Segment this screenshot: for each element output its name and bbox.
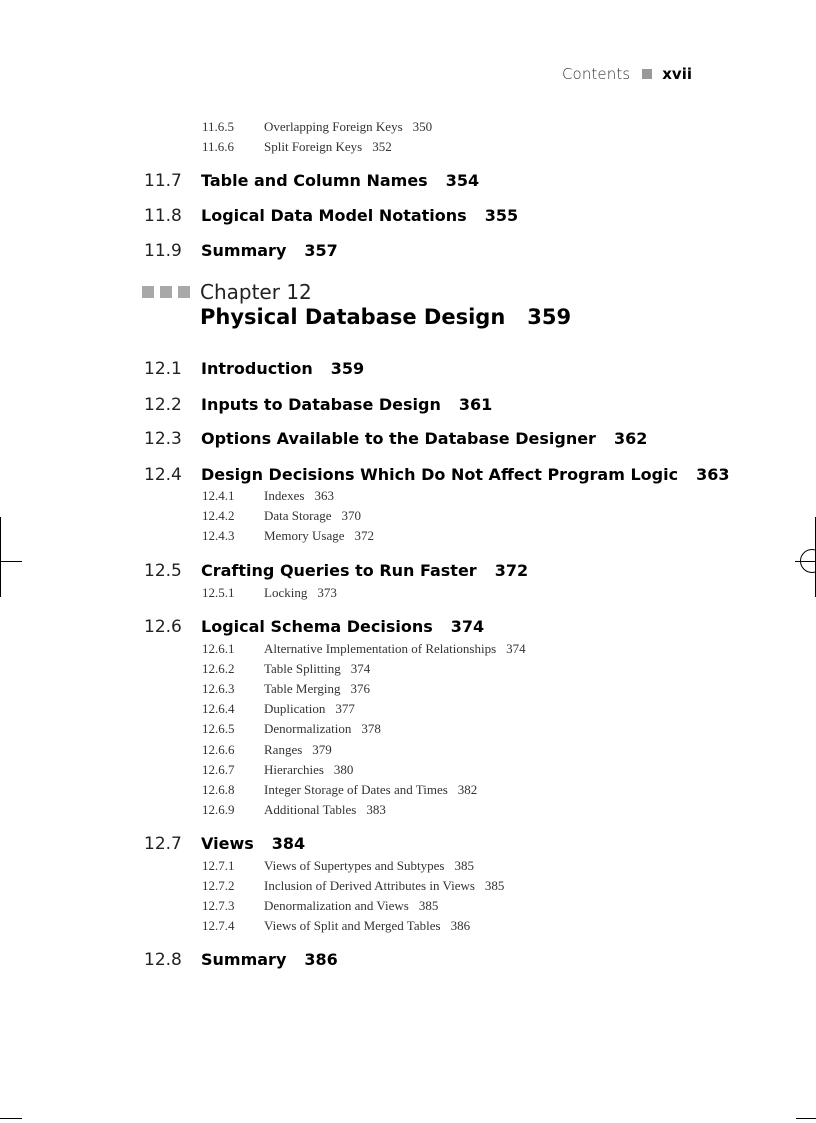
toc-subsection[interactable] [202, 762, 353, 778]
subsection-title: Table Merging [264, 681, 341, 696]
section-number: 11.7 [144, 171, 182, 191]
crop-mark-bottom-right [796, 1118, 816, 1119]
section-title: Table and Column Names [201, 171, 428, 190]
toc-subsection[interactable] [202, 918, 470, 934]
toc-section[interactable] [144, 240, 338, 263]
subsection-title: Hierarchies [264, 762, 324, 777]
section-page: 362 [613, 429, 648, 448]
section-page: 372 [494, 561, 529, 580]
section-number: 12.8 [144, 950, 182, 970]
toc-section[interactable] [144, 949, 338, 972]
subsection-page: 383 [366, 802, 386, 817]
subsection-title: Split Foreign Keys [264, 139, 363, 154]
toc-subsection[interactable] [202, 898, 438, 914]
subsection-title: Locking [264, 585, 308, 600]
subsection-title: Views of Supertypes and Subtypes [264, 858, 445, 873]
subsection-page: 382 [457, 782, 478, 797]
subsection-number: 12.4.2 [202, 508, 235, 523]
toc-subsection[interactable] [202, 528, 374, 544]
subsection-number: 12.4.1 [202, 488, 235, 503]
section-title: Introduction [201, 359, 313, 378]
section-number: 12.4 [144, 465, 182, 485]
subsection-number: 11.6.5 [202, 119, 235, 134]
section-page: 355 [484, 206, 519, 225]
section-number: 11.9 [144, 241, 182, 261]
crop-mark-bottom-left [0, 1118, 22, 1119]
subsection-title: Duplication [264, 701, 326, 716]
section-title: Summary [201, 241, 287, 260]
subsection-page: 372 [354, 528, 375, 543]
running-header [562, 64, 692, 84]
section-page: 357 [304, 241, 338, 260]
subsection-number: 12.6.6 [202, 742, 235, 757]
toc-subsection[interactable] [202, 742, 332, 758]
subsection-title: Ranges [264, 742, 303, 757]
section-title: Logical Data Model Notations [201, 206, 467, 225]
subsection-page: 378 [361, 721, 381, 736]
section-page: 354 [445, 171, 480, 190]
section-page: 361 [458, 395, 493, 414]
toc-subsection[interactable] [202, 721, 381, 737]
toc-subsection[interactable] [202, 681, 370, 697]
subsection-number: 12.7.4 [202, 918, 235, 933]
chapter-marker [142, 286, 190, 298]
subsection-page: 363 [314, 488, 334, 503]
chapter-square-icon [160, 286, 172, 298]
chapter-square-icon [142, 286, 154, 298]
toc-subsection[interactable] [202, 508, 361, 524]
subsection-title: Table Splitting [264, 661, 341, 676]
toc-section[interactable] [144, 170, 480, 193]
section-page: 363 [696, 465, 730, 484]
toc-subsection[interactable] [202, 661, 370, 677]
header-label: Contents [561, 65, 631, 83]
section-title: Logical Schema Decisions [201, 617, 433, 636]
chapter-page: 359 [527, 305, 572, 329]
section-number: 12.3 [144, 429, 182, 449]
subsection-page: 385 [418, 898, 439, 913]
registration-circle-icon [800, 549, 816, 573]
section-page: 386 [304, 950, 338, 969]
section-number: 12.7 [144, 834, 182, 854]
subsection-title: Views of Split and Merged Tables [264, 918, 441, 933]
subsection-title: Integer Storage of Dates and Times [264, 782, 448, 797]
toc-section[interactable] [144, 205, 519, 228]
subsection-page: 379 [312, 742, 332, 757]
toc-section[interactable] [144, 560, 529, 583]
section-number: 12.6 [144, 617, 182, 637]
subsection-title: Overlapping Foreign Keys [264, 119, 403, 134]
subsection-number: 12.6.4 [202, 701, 235, 716]
subsection-page: 370 [341, 508, 362, 523]
section-title: Design Decisions Which Do Not Affect Program Logic [201, 465, 679, 484]
subsection-page: 352 [372, 139, 392, 154]
section-title: Options Available to the Database Designer [201, 429, 596, 448]
toc-subsection[interactable] [202, 701, 355, 717]
toc-section[interactable] [144, 464, 730, 487]
chapter-square-icon [178, 286, 190, 298]
toc-subsection[interactable] [202, 488, 334, 504]
toc-subsection[interactable] [202, 585, 337, 601]
toc-subsection[interactable] [202, 139, 392, 155]
subsection-number: 12.6.2 [202, 661, 235, 676]
toc-section[interactable] [144, 358, 365, 381]
section-title: Inputs to Database Design [201, 395, 441, 414]
section-number: 12.5 [144, 561, 182, 581]
subsection-number: 12.6.8 [202, 782, 235, 797]
chapter-label: Chapter 12 [200, 280, 312, 304]
subsection-page: 380 [333, 762, 354, 777]
toc-section[interactable] [144, 394, 493, 417]
subsection-number: 12.7.2 [202, 878, 235, 893]
subsection-page: 377 [335, 701, 355, 716]
subsection-title: Data Storage [264, 508, 332, 523]
subsection-title: Alternative Implementation of Relationships [264, 641, 497, 656]
header-page-number: xvii [662, 65, 692, 83]
toc-subsection[interactable] [202, 802, 386, 818]
section-title: Views [201, 834, 254, 853]
chapter-title-row[interactable] [200, 305, 571, 329]
crop-mark-left-tick [0, 561, 22, 562]
toc-subsection[interactable] [202, 782, 477, 798]
subsection-number: 12.6.9 [202, 802, 235, 817]
toc-subsection[interactable] [202, 119, 432, 135]
subsection-page: 373 [317, 585, 337, 600]
subsection-title: Additional Tables [264, 802, 357, 817]
subsection-number: 12.6.7 [202, 762, 235, 777]
toc-subsection[interactable] [202, 858, 474, 874]
subsection-page: 350 [412, 119, 433, 134]
section-number: 11.8 [144, 206, 182, 226]
subsection-number: 12.6.5 [202, 721, 235, 736]
subsection-page: 386 [450, 918, 471, 933]
subsection-number: 12.7.3 [202, 898, 235, 913]
toc-section[interactable] [144, 428, 648, 451]
subsection-number: 11.6.6 [202, 139, 235, 154]
toc-section[interactable] [144, 616, 485, 639]
subsection-page: 374 [506, 641, 526, 656]
subsection-number: 12.7.1 [202, 858, 235, 873]
section-page: 384 [271, 834, 306, 853]
subsection-title: Memory Usage [264, 528, 345, 543]
subsection-title: Denormalization [264, 721, 352, 736]
subsection-number: 12.6.3 [202, 681, 235, 696]
header-square-icon [642, 69, 652, 79]
section-title: Crafting Queries to Run Faster [201, 561, 477, 580]
section-number: 12.2 [144, 395, 182, 415]
subsection-page: 385 [454, 858, 474, 873]
subsection-title: Inclusion of Derived Attributes in Views [264, 878, 475, 893]
subsection-number: 12.5.1 [202, 585, 235, 600]
subsection-number: 12.6.1 [202, 641, 235, 656]
subsection-page: 376 [350, 681, 370, 696]
chapter-title: Physical Database Design [200, 305, 506, 329]
section-page: 374 [450, 617, 485, 636]
toc-subsection[interactable] [202, 641, 526, 657]
subsection-number: 12.4.3 [202, 528, 235, 543]
subsection-title: Denormalization and Views [264, 898, 409, 913]
toc-subsection[interactable] [202, 878, 504, 894]
section-number: 12.1 [144, 359, 182, 379]
subsection-page: 374 [350, 661, 371, 676]
toc-section[interactable] [144, 833, 306, 856]
crop-mark-left [0, 517, 1, 597]
section-title: Summary [201, 950, 287, 969]
section-page: 359 [330, 359, 365, 378]
subsection-page: 385 [484, 878, 505, 893]
subsection-title: Indexes [264, 488, 305, 503]
